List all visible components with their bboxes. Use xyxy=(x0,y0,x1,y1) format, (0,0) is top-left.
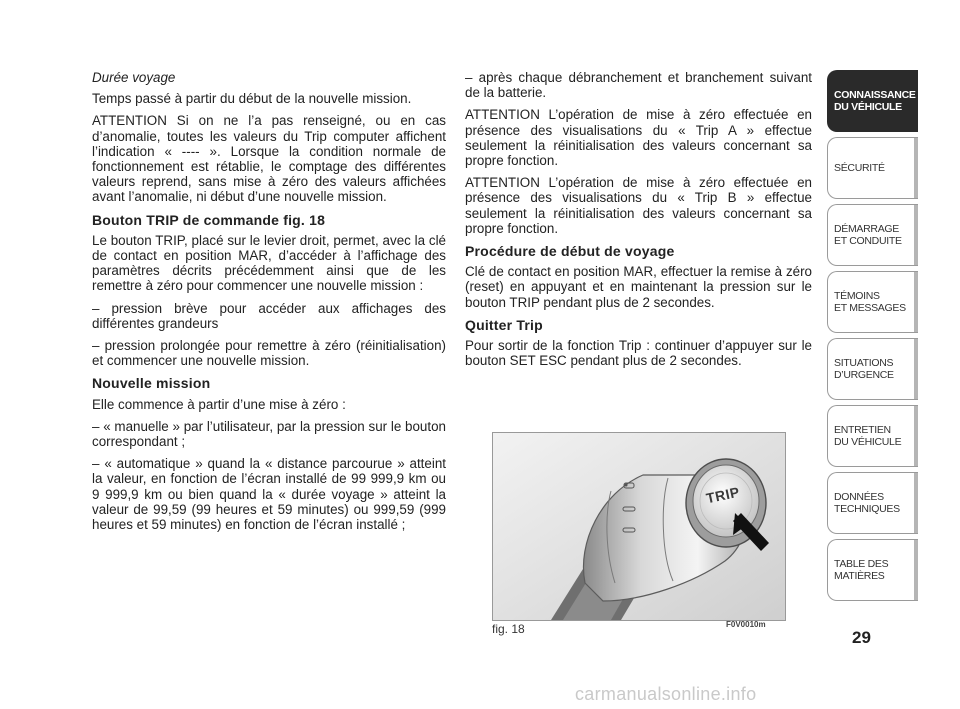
batterie-item: – après chaque débranchement et branchement suivant de la batterie. xyxy=(465,70,812,101)
quitter-text: Pour sortir de la fonction Trip : continuer d’appuyer sur le bouton SET ESC pendant plus de 2 secondes. xyxy=(465,338,812,369)
nouvelle-mission-heading: Nouvelle mission xyxy=(92,375,211,392)
tab-label: DONNÉES TECHNIQUES xyxy=(834,491,900,515)
tab-connaissance-du-vehicule[interactable] xyxy=(827,70,918,132)
nouvelle-mission-text: Elle commence à partir d’une mise à zéro : xyxy=(92,396,346,412)
tab-label: ENTRETIEN DU VÉHICULE xyxy=(834,424,902,448)
quitter-heading: Quitter Trip xyxy=(465,316,543,333)
trip-button-label: TRIP xyxy=(704,483,742,507)
pression-prolongee: – pression prolongée pour remettre à zéro (réinitialisation) et commencer une nouvelle mission. xyxy=(92,338,446,369)
figure-trip-button xyxy=(492,432,786,621)
tab-label: TÉMOINS ET MESSAGES xyxy=(834,290,906,314)
tab-demarrage-et-conduite[interactable] xyxy=(827,204,918,266)
tab-entretien-du-vehicule[interactable] xyxy=(827,405,918,467)
tab-temoins-et-messages[interactable] xyxy=(827,271,918,333)
attention-trip-a: ATTENTION L’opération de mise à zéro effectuée en présence des visualisations du « Trip A » effectue seulement la réinitialisation des valeurs concernant sa propre fonction. xyxy=(465,107,812,169)
tab-label: TABLE DES MATIÈRES xyxy=(834,558,889,582)
watermark: carmanualsonline.info xyxy=(575,684,757,704)
figure-code: F0V0010m xyxy=(726,620,766,629)
manuelle-item: – « manuelle » par l’utilisateur, par la pression sur le bouton correspondant ; xyxy=(92,418,446,450)
tab-donnees-techniques[interactable] xyxy=(827,472,918,534)
tab-label: CONNAISSANCE DU VÉHICULE xyxy=(834,89,916,113)
right-column xyxy=(465,70,812,375)
attention-paragraph: ATTENTION Si on ne l’a pas renseigné, ou en cas d’anomalie, toutes les valeurs du Trip computer affichent l’indication « ---- ». Lorsque la condition normale de fonctionnement est rétablie, le comptage des différentes valeurs reprend, sans mise à zéro des valeurs affichées avant l’anomalie, ni début d’une nouvelle mission. xyxy=(92,113,446,205)
figure-caption: fig. 18 xyxy=(492,622,525,636)
bouton-trip-text: Le bouton TRIP, placé sur le levier droit, permet, avec la clé de contact en position MAR, d’accéder à l’affichage des paramètres décrits précédemment ainsi que de les remettre à zéro pour commencer une nouvelle mission : xyxy=(92,232,446,294)
tab-label: DÉMARRAGE ET CONDUITE xyxy=(834,223,902,247)
stalk-illustration xyxy=(493,433,785,620)
page-number: 29 xyxy=(852,628,871,647)
section-tabs xyxy=(827,70,918,606)
duree-text: Temps passé à partir du début de la nouvelle mission. xyxy=(92,91,412,107)
tab-securite[interactable] xyxy=(827,137,918,199)
attention-trip-b: ATTENTION L’opération de mise à zéro effectuée en présence des visualisations du « Trip B » effectue seulement la réinitialisation des valeurs concernant sa propre fonction. xyxy=(465,175,812,236)
procedure-heading: Procédure de début de voyage xyxy=(465,243,675,260)
tab-label: SITUATIONS D’URGENCE xyxy=(834,357,894,381)
bouton-trip-heading: Bouton TRIP de commande fig. 18 xyxy=(92,211,326,228)
pression-breve: – pression brève pour accéder aux affichages des différentes grandeurs xyxy=(92,300,446,331)
duree-title: Durée voyage xyxy=(92,70,176,85)
tab-label: SÉCURITÉ xyxy=(834,162,885,174)
left-column xyxy=(92,70,446,539)
automatique-item: – « automatique » quand la « distance parcourue » atteint la valeur, en fonction de l’écran installé de 99 999,9 km ou 9 999,9 km ou bien quand la « durée voyage » atteint la valeur de 99,59 (99 heures et 59 minutes) ou 999,59 (999 heures et 59 minutes) en fonction de l’écran installé ; xyxy=(92,456,446,533)
procedure-text: Clé de contact en position MAR, effectuer la remise à zéro (reset) en appuyant et en maintenant la pression sur le bouton TRIP pendant plus de 2 secondes. xyxy=(465,264,812,310)
tab-situations-d-urgence[interactable] xyxy=(827,338,918,400)
tab-table-des-matieres[interactable] xyxy=(827,539,918,601)
